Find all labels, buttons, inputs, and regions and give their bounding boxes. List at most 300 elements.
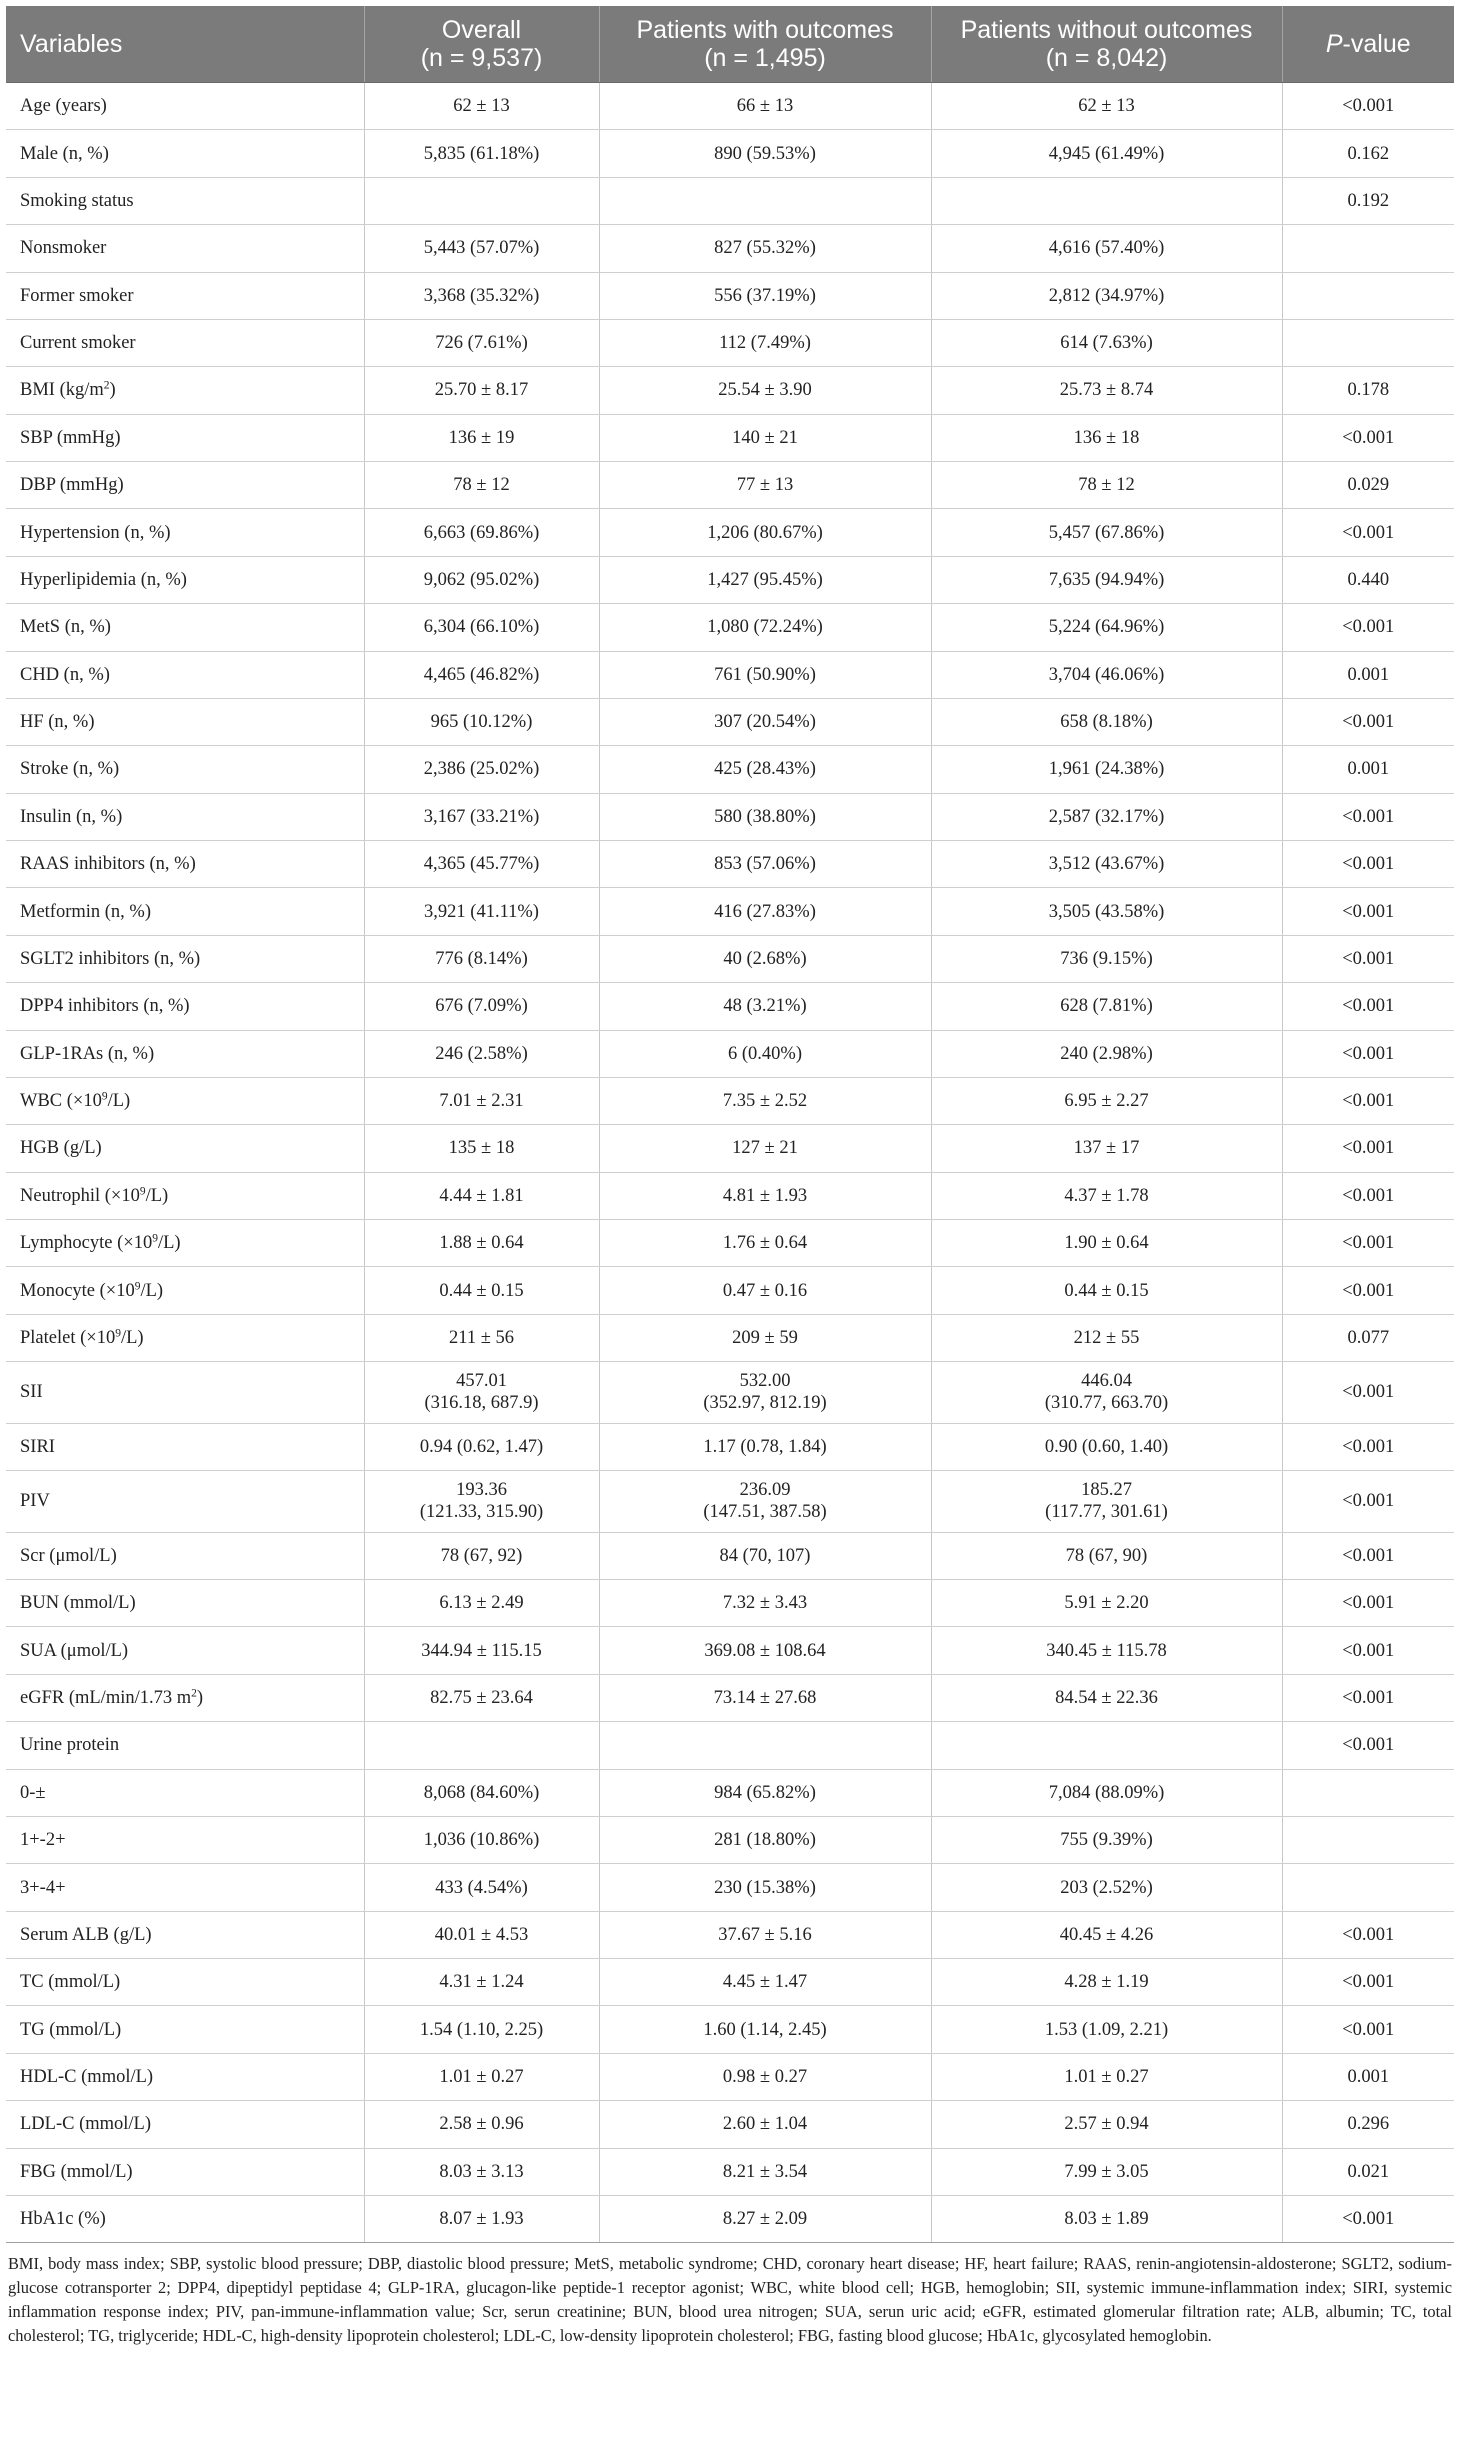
header-without-outcomes (931, 6, 1282, 83)
cell-overall (364, 462, 599, 509)
variable-label-suffix: /L) (107, 1091, 131, 1112)
cell-p-value (1282, 130, 1454, 177)
cell-overall (364, 2006, 599, 2053)
cell-with (599, 225, 931, 272)
cell-p-value-text: <0.001 (1342, 1185, 1395, 1206)
variable-label (6, 2101, 364, 2148)
cell-p-value-text: <0.001 (1342, 1972, 1395, 1993)
variable-label (6, 1172, 364, 1219)
cell-p-value-text: <0.001 (1342, 1688, 1395, 1708)
cell-p-value (1282, 1125, 1454, 1172)
cell-with-value: 8.27 ± 2.09 (722, 2209, 808, 2230)
cell-overall (364, 1864, 599, 1911)
cell-without (931, 367, 1282, 414)
table-row (6, 1267, 1454, 1314)
table-row (6, 1314, 1454, 1361)
variable-label (6, 1674, 364, 1721)
cell-without-value: 1.01 ± 0.27 (1064, 2067, 1149, 2087)
cell-with (599, 509, 931, 556)
cell-without (931, 793, 1282, 840)
cell-p-value-text: <0.001 (1342, 948, 1395, 969)
cell-without (931, 1077, 1282, 1124)
cell-p-value (1282, 1627, 1454, 1674)
cell-with (599, 1314, 931, 1361)
cell-p-value-text: <0.001 (1342, 1382, 1395, 1403)
variable-label-text: Urine protein (20, 1735, 120, 1756)
cell-with-value: 307 (20.54%) (714, 712, 816, 733)
cell-with (599, 367, 931, 414)
table-row (6, 2006, 1454, 2053)
header-with-n: (n = 1,495) (704, 44, 826, 72)
cell-overall-value: 726 (7.61%) (435, 333, 528, 354)
cell-p-value (1282, 1220, 1454, 1267)
header-p-value (1282, 6, 1454, 83)
cell-overall-value: 9,062 (95.02%) (423, 569, 540, 590)
cell-overall-value: 4.44 ± 1.81 (439, 1185, 524, 1206)
cell-p-value (1282, 1769, 1454, 1816)
variable-label (6, 83, 364, 130)
variable-label (6, 556, 364, 603)
cell-without (931, 1580, 1282, 1627)
cell-with (599, 604, 931, 651)
variable-label-text: PIV (20, 1491, 50, 1512)
baseline-characteristics-table-container (6, 6, 1454, 2348)
cell-p-value-text: <0.001 (1342, 617, 1395, 638)
table-row (6, 1423, 1454, 1470)
cell-p-value (1282, 556, 1454, 603)
cell-overall-value: 3,921 (41.11%) (424, 901, 539, 922)
cell-without-value: 755 (9.39%) (1060, 1830, 1153, 1851)
cell-p-value (1282, 841, 1454, 888)
cell-without-range: (117.77, 301.61) (1045, 1502, 1168, 1523)
table-row (6, 1125, 1454, 1172)
variable-label (6, 1532, 364, 1579)
cell-p-value (1282, 319, 1454, 366)
cell-p-value (1282, 1267, 1454, 1314)
cell-with-value: 127 ± 21 (732, 1138, 798, 1159)
cell-overall-value: 676 (7.09%) (435, 996, 528, 1017)
header-p-italic: P (1325, 30, 1343, 58)
table-row (6, 746, 1454, 793)
cell-p-value (1282, 1423, 1454, 1470)
variable-label-text: Hyperlipidemia (n, %) (20, 569, 187, 590)
cell-p-value (1282, 2101, 1454, 2148)
cell-overall (364, 1816, 599, 1863)
cell-overall-value: 8.03 ± 3.13 (439, 2161, 524, 2182)
variable-label-suffix: /L) (140, 1280, 164, 1301)
cell-p-value (1282, 1471, 1454, 1533)
cell-p-value (1282, 1816, 1454, 1863)
cell-with (599, 888, 931, 935)
cell-without-value: 240 (2.98%) (1060, 1043, 1153, 1064)
cell-p-value (1282, 1580, 1454, 1627)
variable-label (6, 319, 364, 366)
cell-without (931, 1125, 1282, 1172)
cell-without (931, 272, 1282, 319)
cell-without (931, 651, 1282, 698)
variable-label-text: Male (n, %) (20, 143, 109, 164)
cell-overall (364, 225, 599, 272)
variable-label-text: SII (20, 1382, 43, 1403)
cell-without (931, 225, 1282, 272)
cell-with-value: 890 (59.53%) (714, 143, 816, 164)
cell-without (931, 746, 1282, 793)
variable-label (6, 2053, 364, 2100)
variable-label-text: Monocyte (×10 (20, 1280, 135, 1301)
variable-label (6, 888, 364, 935)
cell-overall-value: 1.01 ± 0.27 (439, 2067, 524, 2087)
cell-with (599, 2053, 931, 2100)
cell-p-value-text: <0.001 (1342, 2019, 1395, 2040)
table-row (6, 1627, 1454, 1674)
cell-without (931, 841, 1282, 888)
variable-label-text: Lymphocyte (×10 (20, 1233, 153, 1254)
cell-overall (364, 509, 599, 556)
cell-without-value: 658 (8.18%) (1060, 712, 1153, 733)
cell-p-value (1282, 414, 1454, 461)
variable-label-text: 1+-2+ (20, 1830, 66, 1851)
cell-without (931, 1030, 1282, 1077)
cell-without (931, 462, 1282, 509)
cell-overall-value: 3,368 (35.32%) (423, 285, 540, 306)
cell-with-value: 984 (65.82%) (714, 1782, 816, 1803)
cell-with-value: 416 (27.83%) (714, 901, 816, 922)
cell-with-value: 66 ± 13 (736, 96, 794, 117)
table-row (6, 509, 1454, 556)
table-row (6, 1030, 1454, 1077)
cell-without-value: 212 ± 55 (1073, 1327, 1140, 1348)
cell-with-value: 140 ± 21 (732, 427, 798, 448)
cell-overall (364, 1959, 599, 2006)
variable-label (6, 1816, 364, 1863)
cell-p-value (1282, 1911, 1454, 1958)
table-row (6, 1674, 1454, 1721)
cell-p-value-text: <0.001 (1342, 2209, 1395, 2230)
cell-overall (364, 83, 599, 130)
cell-overall (364, 888, 599, 935)
cell-p-value (1282, 2195, 1454, 2242)
cell-with (599, 1627, 931, 1674)
cell-overall (364, 1423, 599, 1470)
cell-with-value: 1.76 ± 0.64 (722, 1233, 808, 1254)
cell-overall (364, 367, 599, 414)
cell-p-value-text: <0.001 (1342, 1436, 1395, 1457)
cell-without (931, 888, 1282, 935)
cell-with-value: 40 (2.68%) (723, 948, 807, 969)
cell-without (931, 2195, 1282, 2242)
cell-without-value: 2,587 (32.17%) (1048, 806, 1165, 827)
cell-without-value: 736 (9.15%) (1060, 948, 1153, 969)
cell-without (931, 1816, 1282, 1863)
cell-p-value (1282, 651, 1454, 698)
cell-without-value: 4.37 ± 1.78 (1064, 1185, 1149, 1206)
header-overall-title: Overall (441, 16, 522, 44)
variable-label-suffix: /L) (120, 1327, 144, 1348)
cell-with (599, 746, 931, 793)
cell-without-value: 614 (7.63%) (1060, 333, 1153, 354)
cell-without (931, 1471, 1282, 1533)
cell-with (599, 1864, 931, 1911)
cell-p-value (1282, 1532, 1454, 1579)
variable-label-text: Nonsmoker (20, 238, 107, 259)
cell-overall-value: 135 ± 18 (448, 1138, 515, 1159)
cell-with (599, 1362, 931, 1424)
header-without-title: Patients without outcomes (960, 16, 1253, 44)
cell-overall-value: 965 (10.12%) (430, 712, 533, 733)
cell-p-value (1282, 367, 1454, 414)
cell-overall-value: 62 ± 13 (453, 96, 510, 117)
variable-label (6, 130, 364, 177)
cell-with (599, 1172, 931, 1219)
cell-p-value-text: <0.001 (1342, 806, 1395, 827)
table-row (6, 2053, 1454, 2100)
cell-without (931, 2148, 1282, 2195)
cell-without (931, 1267, 1282, 1314)
table-row (6, 1580, 1454, 1627)
cell-overall (364, 556, 599, 603)
cell-p-value (1282, 793, 1454, 840)
cell-overall (364, 935, 599, 982)
cell-overall (364, 1314, 599, 1361)
cell-p-value-text: 0.001 (1347, 664, 1390, 685)
variable-label (6, 462, 364, 509)
variable-label (6, 1471, 364, 1533)
cell-p-value (1282, 225, 1454, 272)
cell-with-value: 25.54 ± 3.90 (718, 380, 812, 401)
variable-label-text: WBC (×10 (20, 1091, 102, 1112)
cell-p-value-text: <0.001 (1342, 1924, 1395, 1945)
cell-with (599, 1125, 931, 1172)
variable-label-text: Current smoker (20, 333, 136, 354)
cell-p-value (1282, 604, 1454, 651)
cell-with (599, 1959, 931, 2006)
cell-with (599, 2101, 931, 2148)
cell-p-value-text: <0.001 (1342, 1233, 1395, 1254)
cell-with-value: 1,080 (72.24%) (707, 617, 823, 638)
cell-with-value: 853 (57.06%) (714, 854, 816, 875)
variable-label (6, 367, 364, 414)
cell-with (599, 1471, 931, 1533)
cell-overall-value: 6.13 ± 2.49 (439, 1593, 524, 1614)
cell-with-value: 532.00 (739, 1371, 791, 1392)
cell-without-value: 1.90 ± 0.64 (1064, 1233, 1149, 1254)
cell-p-value (1282, 462, 1454, 509)
cell-with-value: 0.98 ± 0.27 (722, 2067, 808, 2087)
cell-p-value-text: <0.001 (1342, 1593, 1395, 1614)
cell-overall-value: 776 (8.14%) (435, 948, 528, 969)
cell-with-value: 0.47 ± 0.16 (722, 1280, 808, 1301)
cell-p-value (1282, 83, 1454, 130)
variable-label (6, 1267, 364, 1314)
cell-with (599, 462, 931, 509)
table-row (6, 319, 1454, 366)
header-variables (6, 6, 364, 83)
variable-label (6, 1627, 364, 1674)
cell-p-value-text: 0.001 (1347, 759, 1390, 780)
cell-overall-value: 6,663 (69.86%) (423, 522, 540, 543)
cell-without (931, 83, 1282, 130)
cell-without (931, 1959, 1282, 2006)
cell-p-value (1282, 698, 1454, 745)
cell-without (931, 1627, 1282, 1674)
cell-without-value: 136 ± 18 (1073, 427, 1140, 448)
cell-with (599, 1911, 931, 1958)
variable-label (6, 698, 364, 745)
cell-p-value-text: <0.001 (1342, 1640, 1395, 1661)
cell-overall-value: 8,068 (84.60%) (423, 1782, 540, 1803)
table-row (6, 1532, 1454, 1579)
cell-without-value: 8.03 ± 1.89 (1064, 2209, 1149, 2230)
cell-with-value: 425 (28.43%) (714, 759, 816, 780)
cell-p-value (1282, 1030, 1454, 1077)
cell-with-value: 761 (50.90%) (714, 664, 816, 685)
variable-label-text: HbA1c (%) (20, 2209, 106, 2230)
cell-overall (364, 841, 599, 888)
variable-label (6, 1314, 364, 1361)
cell-without (931, 983, 1282, 1030)
cell-with (599, 1532, 931, 1579)
variable-label (6, 746, 364, 793)
cell-without (931, 1532, 1282, 1579)
cell-overall-value: 5,835 (61.18%) (423, 143, 540, 164)
variable-label (6, 177, 364, 224)
table-row (6, 1471, 1454, 1533)
cell-overall (364, 319, 599, 366)
table-row (6, 1077, 1454, 1124)
cell-with (599, 83, 931, 130)
variable-label (6, 1959, 364, 2006)
cell-without (931, 698, 1282, 745)
variable-label-text: TC (mmol/L) (20, 1972, 121, 1993)
cell-overall (364, 2195, 599, 2242)
cell-without (931, 1172, 1282, 1219)
cell-overall-value: 6,304 (66.10%) (423, 617, 540, 638)
cell-overall-value: 1.88 ± 0.64 (439, 1233, 524, 1254)
cell-without-value: 84.54 ± 22.36 (1055, 1688, 1158, 1708)
cell-without-value: 1.53 (1.09, 2.21) (1044, 2019, 1169, 2040)
variable-label-text: SIRI (20, 1436, 55, 1457)
cell-overall-value: 211 ± 56 (449, 1327, 514, 1348)
cell-with (599, 2148, 931, 2195)
variable-label (6, 1423, 364, 1470)
cell-with (599, 1674, 931, 1721)
cell-with-value: 236.09 (739, 1480, 791, 1501)
variable-label (6, 1580, 364, 1627)
cell-p-value (1282, 2053, 1454, 2100)
table-row (6, 556, 1454, 603)
cell-with (599, 1267, 931, 1314)
variable-label-superscript: 9 (152, 1232, 158, 1245)
variable-label (6, 1125, 364, 1172)
variable-label (6, 1722, 364, 1769)
cell-with (599, 793, 931, 840)
cell-without-value: 3,505 (43.58%) (1048, 901, 1165, 922)
cell-with-value: 4.81 ± 1.93 (722, 1185, 808, 1206)
variable-label-text: Insulin (n, %) (20, 806, 123, 827)
cell-overall-value: 5,443 (57.07%) (423, 238, 540, 259)
variable-label-superscript: 9 (115, 1327, 121, 1340)
cell-p-value (1282, 272, 1454, 319)
cell-p-value-text: 0.296 (1347, 2114, 1390, 2135)
variable-label (6, 983, 364, 1030)
table-row (6, 1172, 1454, 1219)
cell-p-value-text: <0.001 (1342, 96, 1395, 117)
variable-label-suffix: /L) (157, 1233, 181, 1254)
variable-label (6, 1362, 364, 1424)
cell-overall (364, 1172, 599, 1219)
variable-label-text: HF (n, %) (20, 712, 95, 733)
variable-label (6, 1220, 364, 1267)
cell-with-range: (147.51, 387.58) (703, 1502, 827, 1523)
cell-overall-value: 7.01 ± 2.31 (439, 1091, 524, 1112)
cell-overall (364, 793, 599, 840)
cell-without (931, 935, 1282, 982)
cell-p-value (1282, 2006, 1454, 2053)
variable-label-text: 0-± (20, 1782, 46, 1803)
cell-without-value: 2,812 (34.97%) (1048, 285, 1165, 306)
cell-without-value: 5.91 ± 2.20 (1064, 1593, 1149, 1614)
cell-overall (364, 746, 599, 793)
cell-with (599, 698, 931, 745)
cell-without-value: 78 ± 12 (1078, 475, 1135, 496)
header-with-outcomes (599, 6, 931, 83)
cell-overall (364, 1471, 599, 1533)
variable-label (6, 604, 364, 651)
variable-label-superscript: 9 (134, 1280, 141, 1293)
table-row (6, 651, 1454, 698)
cell-without-value: 4.28 ± 1.19 (1064, 1972, 1149, 1993)
table-row (6, 2148, 1454, 2195)
table-row (6, 2101, 1454, 2148)
cell-overall (364, 1769, 599, 1816)
cell-overall-value: 1,036 (10.86%) (423, 1830, 540, 1851)
cell-p-value-text: 0.192 (1347, 190, 1390, 211)
variable-label-suffix: /L) (145, 1185, 169, 1206)
cell-p-value-text: <0.001 (1342, 1280, 1395, 1301)
cell-with (599, 935, 931, 982)
cell-without-value: 7,084 (88.09%) (1048, 1782, 1165, 1803)
cell-without-value: 62 ± 13 (1078, 96, 1135, 117)
cell-without (931, 177, 1282, 224)
cell-without-value: 203 (2.52%) (1060, 1877, 1153, 1898)
variable-label-text: Smoking status (20, 190, 134, 211)
cell-without-value: 3,704 (46.06%) (1048, 664, 1165, 685)
header-variables-label: Variables (20, 30, 123, 58)
cell-p-value (1282, 1077, 1454, 1124)
header-overall (364, 6, 599, 83)
cell-overall-value: 4,465 (46.82%) (423, 664, 540, 685)
variable-label (6, 1911, 364, 1958)
table-row (6, 1959, 1454, 2006)
cell-without (931, 604, 1282, 651)
variable-label-text: SBP (mmHg) (20, 427, 121, 448)
variable-label-text: FBG (mmol/L) (20, 2161, 133, 2182)
cell-p-value-text: <0.001 (1342, 1043, 1395, 1064)
cell-without-value: 25.73 ± 8.74 (1059, 380, 1154, 401)
cell-overall-value: 78 ± 12 (453, 475, 510, 496)
variable-label (6, 2006, 364, 2053)
table-row (6, 1769, 1454, 1816)
cell-without-value: 628 (7.81%) (1060, 996, 1153, 1017)
variable-label-text: GLP-1RAs (n, %) (20, 1043, 155, 1064)
cell-without (931, 1769, 1282, 1816)
cell-p-value-text: <0.001 (1342, 1735, 1395, 1756)
variable-label-text: Platelet (×10 (20, 1327, 116, 1348)
cell-overall (364, 1220, 599, 1267)
cell-overall (364, 1125, 599, 1172)
cell-with (599, 1030, 931, 1077)
table-row (6, 462, 1454, 509)
